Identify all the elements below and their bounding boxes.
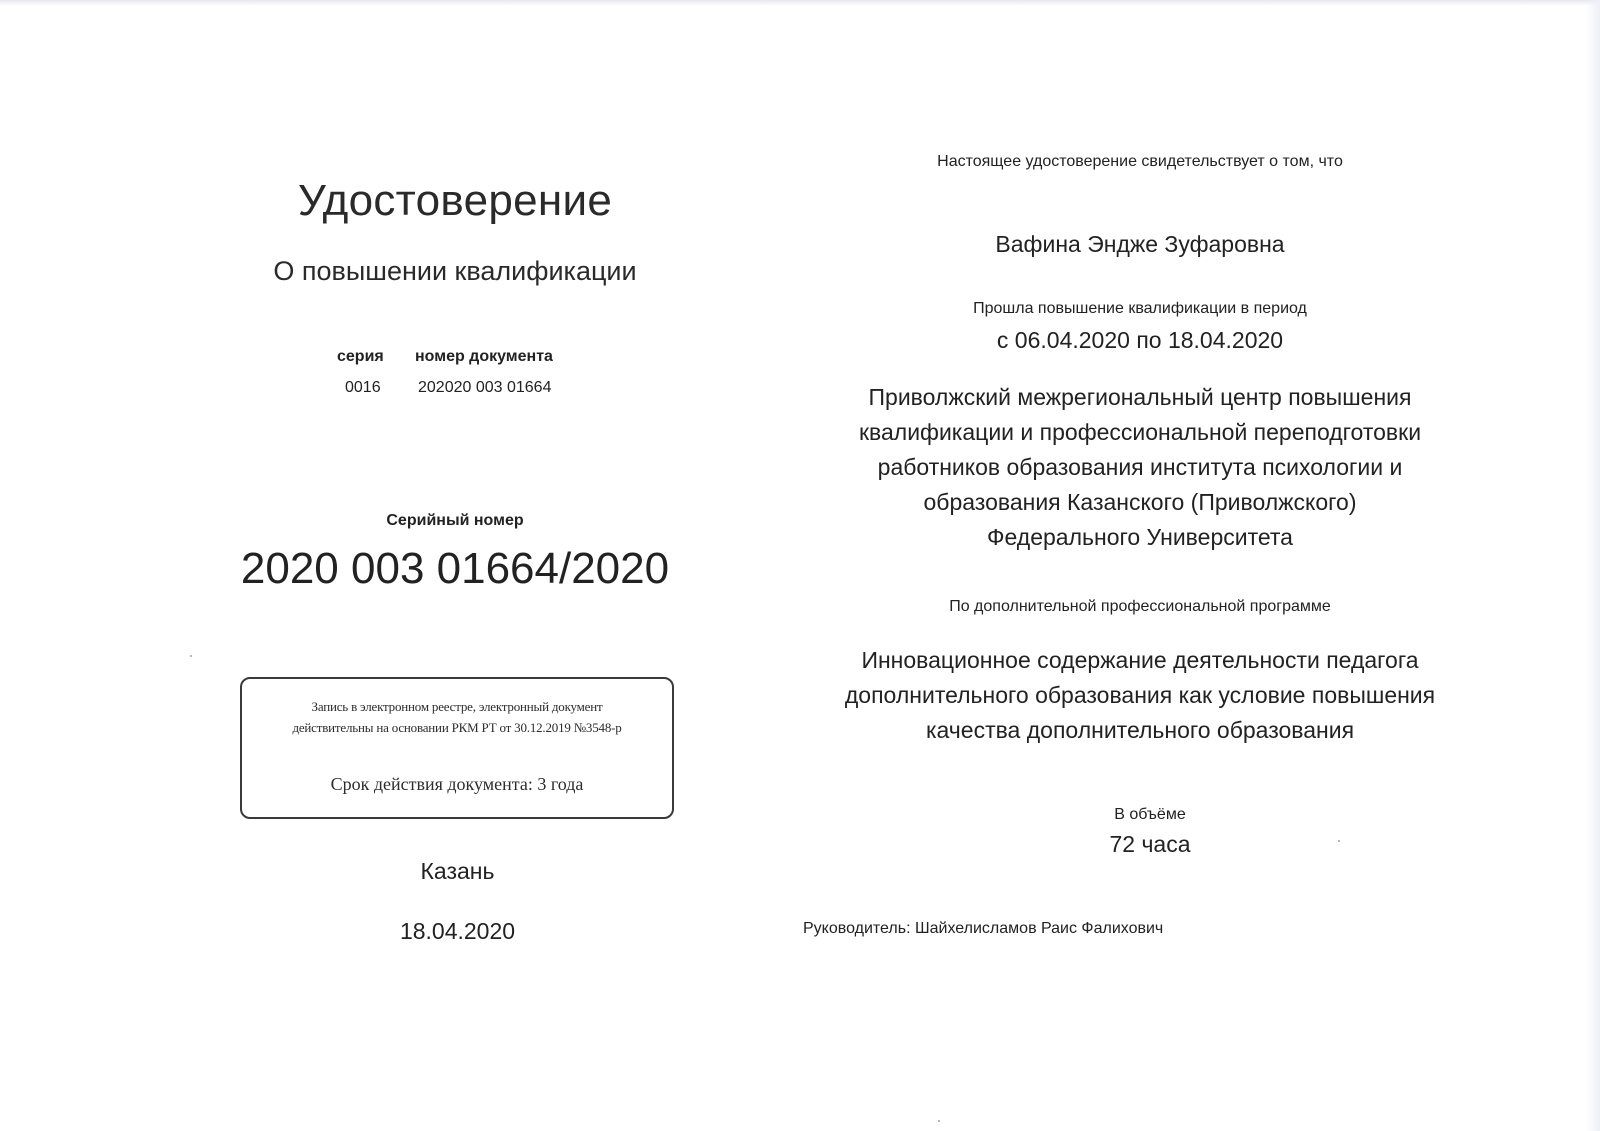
training-period: с 06.04.2020 по 18.04.2020 bbox=[996, 327, 1284, 353]
volume-hours: 72 часа bbox=[1109, 831, 1191, 857]
volume-label: В объёме bbox=[1114, 806, 1186, 823]
holder-name: Вафина Эндже Зуфаровна bbox=[995, 231, 1285, 257]
period-label: Прошла повышение квалификации в период bbox=[973, 300, 1307, 317]
issue-city: Казань bbox=[420, 858, 495, 884]
program-line: Инновационное содержание деятельности педагога bbox=[861, 647, 1419, 673]
organization-line: работников образования института психологии и bbox=[877, 454, 1403, 480]
program-label: По дополнительной профессиональной программе bbox=[949, 598, 1331, 615]
issue-date: 18.04.2020 bbox=[399, 918, 516, 944]
stamp-validity: Срок действия документа: 3 года bbox=[330, 774, 584, 794]
serial-number-label: Серийный номер bbox=[386, 512, 524, 529]
organization-name bbox=[800, 380, 1480, 555]
scan-speck bbox=[190, 655, 192, 657]
organization-line: Приволжский межрегиональный центр повышения bbox=[868, 384, 1412, 410]
stamp-text-line-1: Запись в электронном реестре, электронный документ bbox=[311, 699, 603, 714]
organization-line: образования Казанского (Приволжского) bbox=[923, 489, 1357, 515]
document-number-value: 202020 003 01664 bbox=[418, 379, 552, 396]
program-line: качества дополнительного образования bbox=[925, 717, 1355, 743]
serial-number-value: 2020 003 01664/2020 bbox=[240, 544, 670, 593]
program-name bbox=[790, 643, 1490, 748]
registry-stamp bbox=[240, 677, 674, 819]
stamp-text-line-2: действительны на основании РКМ РТ от 30.12.2019 №3548-р bbox=[292, 720, 622, 735]
program-line: дополнительного образования как условие повышения bbox=[844, 682, 1436, 708]
series-label: серия bbox=[337, 348, 384, 365]
organization-line: Федерального Университета bbox=[987, 524, 1293, 550]
scan-speck bbox=[1338, 840, 1340, 842]
document-subtitle: О повышении квалификации bbox=[273, 256, 637, 286]
document-title: Удостоверение bbox=[297, 176, 613, 225]
series-value: 0016 bbox=[345, 379, 381, 396]
organization-line: квалификации и профессиональной переподготовки bbox=[858, 419, 1422, 445]
scan-edge-right bbox=[1586, 0, 1600, 1131]
document-number-label: номер документа bbox=[415, 348, 553, 365]
scan-speck bbox=[938, 1120, 940, 1122]
certificate-intro: Настоящее удостоверение свидетельствует о том, что bbox=[937, 153, 1343, 170]
scan-edge-top bbox=[0, 0, 1600, 6]
director-signature-line: Руководитель: Шайхелисламов Раис Фалихович bbox=[803, 920, 1164, 937]
